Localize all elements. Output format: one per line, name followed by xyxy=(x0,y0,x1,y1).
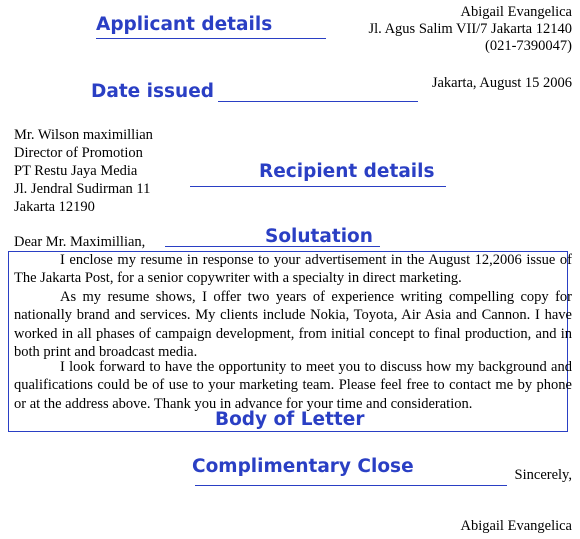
sender-address: Jl. Agus Salim VII/7 Jakarta 12140 xyxy=(368,21,572,37)
sender-phone: (021-7390047) xyxy=(485,38,572,54)
signature-name: Abigail Evangelica xyxy=(460,518,572,534)
date-issued-label: Date issued xyxy=(91,81,214,102)
complimentary-close-rule xyxy=(195,485,507,486)
solutation-label: Solutation xyxy=(265,226,373,247)
letter-date: Jakarta, August 15 2006 xyxy=(431,75,572,91)
recipient-name: Mr. Wilson maximillian xyxy=(14,127,153,143)
applicant-details-label: Applicant details xyxy=(96,14,273,35)
recipient-details-rule xyxy=(190,186,446,187)
body-paragraph-3: I look forward to have the opportunity to meet you to discuss how my background and qualifications could be of use to your marketing team. Please feel free to contact me by phone or at the address above. Thank you in advance for your time and consideration. xyxy=(14,359,572,412)
date-issued-rule xyxy=(218,101,418,102)
body-paragraph-2: As my resume shows, I offer two years of experience writing compelling copy for nationally brand and services. My clients include Nokia, Toyota, Air Asia and Cannon. I have worked in all phases of campaign development, from initial concept to final production, and in both print and broadcast media. xyxy=(14,289,572,361)
complimentary-close-label: Complimentary Close xyxy=(192,456,414,477)
sender-name: Abigail Evangelica xyxy=(460,4,572,20)
recipient-street: Jl. Jendral Sudirman 11 xyxy=(14,181,151,197)
applicant-details-rule xyxy=(96,38,326,39)
recipient-city: Jakarta 12190 xyxy=(14,199,95,215)
closing: Sincerely, xyxy=(514,467,572,483)
recipient-title: Director of Promotion xyxy=(14,145,143,161)
solutation-rule xyxy=(165,246,380,247)
recipient-company: PT Restu Jaya Media xyxy=(14,163,138,179)
body-of-letter-label: Body of Letter xyxy=(215,409,365,430)
body-paragraph-1: I enclose my resume in response to your advertisement in the August 12,2006 issue of The Jakarta Post, for a senior copywriter with a specialty in direct marketing. xyxy=(14,252,572,287)
recipient-details-label: Recipient details xyxy=(259,161,435,182)
salutation: Dear Mr. Maximillian, xyxy=(14,234,146,250)
